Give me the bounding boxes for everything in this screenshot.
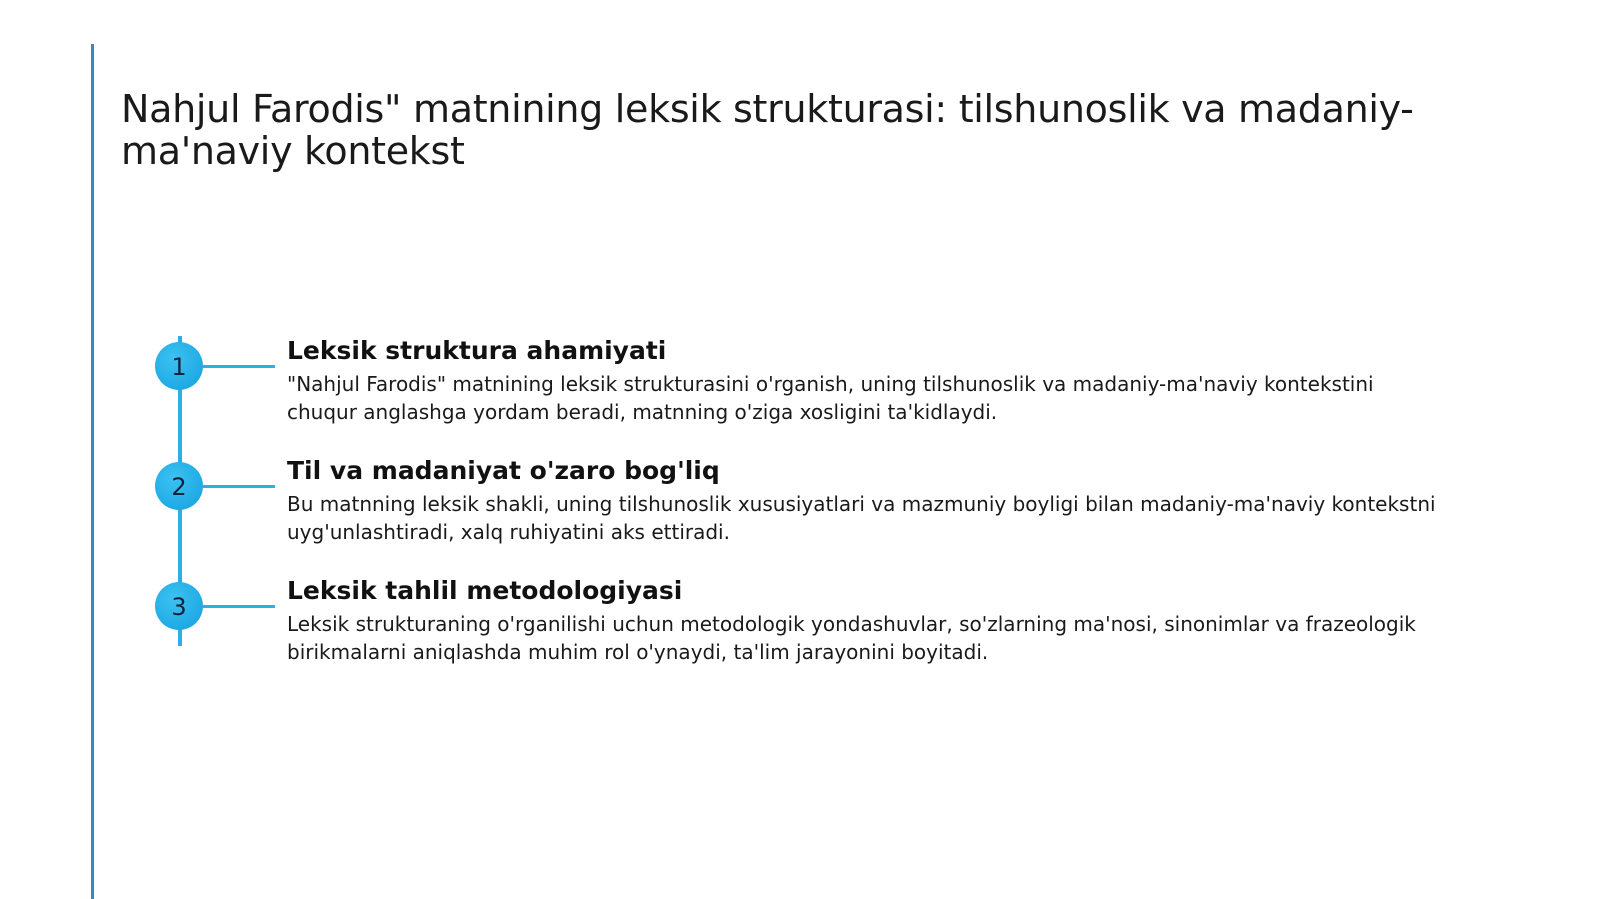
step-title: Til va madaniyat o'zaro bog'liq: [287, 456, 720, 485]
step-description: Bu matnning leksik shakli, uning tilshunoslik xususiyatlari va mazmuniy boyligi bilan madaniy-ma'naviy kontekstni uyg'unlashtiradi, xalq ruhiyatini aks ettiradi.: [287, 492, 1436, 544]
timeline-step-2: [0, 455, 1600, 555]
step-description: "Nahjul Farodis" matnining leksik strukturasini o'rganish, uning tilshunoslik va madaniy-ma'naviy kontekstini chuqur anglashga yordam beradi, matnning o'ziga xosligini ta'kidlaydi.: [287, 372, 1374, 424]
timeline-step-3: [0, 575, 1600, 675]
step-connector: [203, 365, 275, 368]
timeline-step-1: [0, 335, 1600, 435]
step-connector: [203, 485, 275, 488]
step-number-badge: 2: [155, 462, 203, 510]
slide-title: Nahjul Farodis" matnining leksik strukturasi: tilshunoslik va madaniy-ma'naviy kontekst: [121, 87, 1414, 173]
step-title: Leksik tahlil metodologiyasi: [287, 576, 683, 605]
step-number-badge: 3: [155, 582, 203, 630]
step-title: Leksik struktura ahamiyati: [287, 336, 667, 365]
step-description: Leksik strukturaning o'rganilishi uchun metodologik yondashuvlar, so'zlarning ma'nosi, sinonimlar va frazeologik birikmalarni aniqlashda muhim rol o'ynaydi, ta'lim jarayonini boyitadi.: [287, 612, 1416, 664]
step-connector: [203, 605, 275, 608]
step-number-badge: 1: [155, 342, 203, 390]
